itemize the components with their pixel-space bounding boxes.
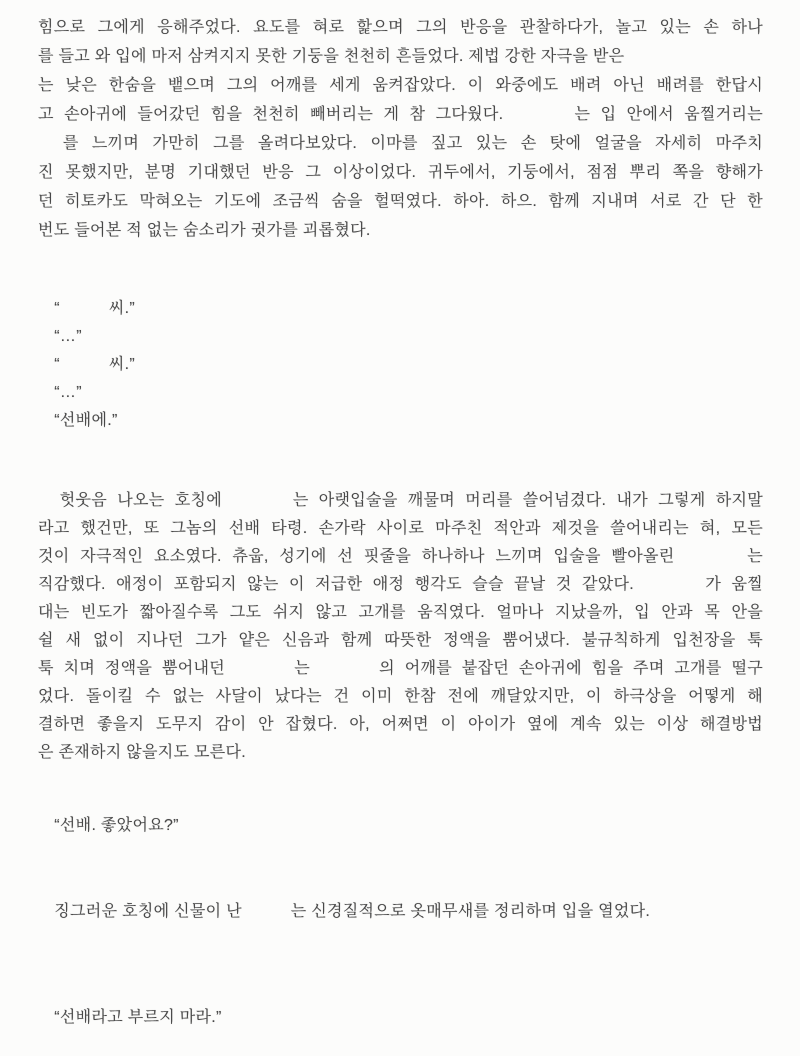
text-line: 진 못했지만, 분명 기대했던 반응 그 이상이었다. 귀두에서, 기둥에서, 점점 뿌리 쪽을 향해가	[38, 164, 763, 181]
text-line: 고 손아귀에 들어갔던 힘을 천천히 빼버리는 게 참 그다웠다. 는 입 안에서 움찔거리는	[38, 106, 763, 123]
text-line: 번도 들어본 적 없는 숨소리가 귓가를 괴롭혔다.	[38, 222, 371, 239]
text-line: 징그러운 호칭에 신물이 난 는 신경질적으로 옷매무새를 정리하며 입을 열었다.	[38, 903, 651, 920]
paragraph-1	[38, 13, 763, 245]
text-blocks	[38, 13, 763, 1032]
text-line: 직감했다. 애정이 포함되지 않는 이 저급한 애정 행각도 슬슬 끝날 것 같았다. 가 움찔	[38, 576, 763, 593]
text-line: “선배라고 부르지 마라.”	[38, 1009, 222, 1026]
text-line: 었다. 돌이킬 수 없는 사달이 났다는 건 이미 한참 전에 깨달았지만, 이 하극상을 어떻게 해	[38, 688, 763, 705]
text-line: 는 낮은 한숨을 뱉으며 그의 어깨를 세게 움켜잡았다. 이 와중에도 배려 아닌 배려를 한답시	[38, 77, 763, 94]
text-line: “선배에.”	[38, 412, 118, 429]
narration-1	[38, 898, 763, 926]
text-line: “선배. 좋았어요?”	[38, 817, 179, 834]
text-line: 를 들고 와 입에 마저 삼켜지지 못한 기둥을 천천히 흔들었다. 제법 강한 자극을 받은	[38, 48, 625, 65]
text-line: 쉴 새 없이 지나던 그가 얕은 신음과 함께 따뜻한 정액을 뿜어냈다. 불규칙하게 입천장을 툭	[38, 632, 763, 649]
text-line: 를 느끼며 가만히 그를 올려다보았다. 이마를 짚고 있는 손 탓에 얼굴을 자세히 마주치	[38, 135, 763, 152]
text-line: 결하면 좋을지 도무지 감이 안 잡혔다. 아, 어쩌면 이 아이가 옆에 계속 있는 이상 해결방법	[38, 716, 763, 733]
text-line: 라고 했건만, 또 그놈의 선배 타령. 손가락 사이로 마주친 적안과 제것을 쓸어내리는 혀, 모든	[38, 520, 763, 537]
text-line: 헛웃음 나오는 호칭에 는 아랫입술을 깨물며 머리를 쓸어넘겼다. 내가 그렇게 하지말	[38, 492, 763, 509]
paragraph-2	[38, 487, 763, 767]
text-line: 대는 빈도가 짧아질수록 그도 쉬지 않고 고개를 움직였다. 얼마나 지났을까, 입 안과 목 안을	[38, 604, 763, 621]
text-line: 은 존재하지 않을지도 모른다.	[38, 744, 247, 761]
text-line: “ 씨.”	[38, 300, 135, 317]
text-line: “…”	[38, 384, 82, 401]
text-line: “ 씨.”	[38, 356, 135, 373]
text-line: 것이 자극적인 요소였다. 츄웁, 성기에 선 핏줄을 하나하나 느끼며 입술을 빨아올린 는	[38, 548, 763, 565]
dialogue-1	[38, 295, 763, 435]
text-line: 힘으로 그에게 응해주었다. 요도를 혀로 핥으며 그의 반응을 관찰하다가, 놀고 있는 손 하나	[38, 19, 763, 36]
dialogue-3	[38, 1004, 763, 1032]
text-line: 던 히토카도 막혀오는 기도에 조금씩 숨을 헐떡였다. 하아. 하으. 함께 지내며 서로 간 단 한	[38, 193, 763, 210]
text-line: “…”	[38, 328, 82, 345]
text-line: 툭 치며 정액을 뿜어내던 는 의 어깨를 붙잡던 손아귀에 힘을 주며 고개를 떨구	[38, 660, 763, 677]
dialogue-2	[38, 812, 763, 840]
